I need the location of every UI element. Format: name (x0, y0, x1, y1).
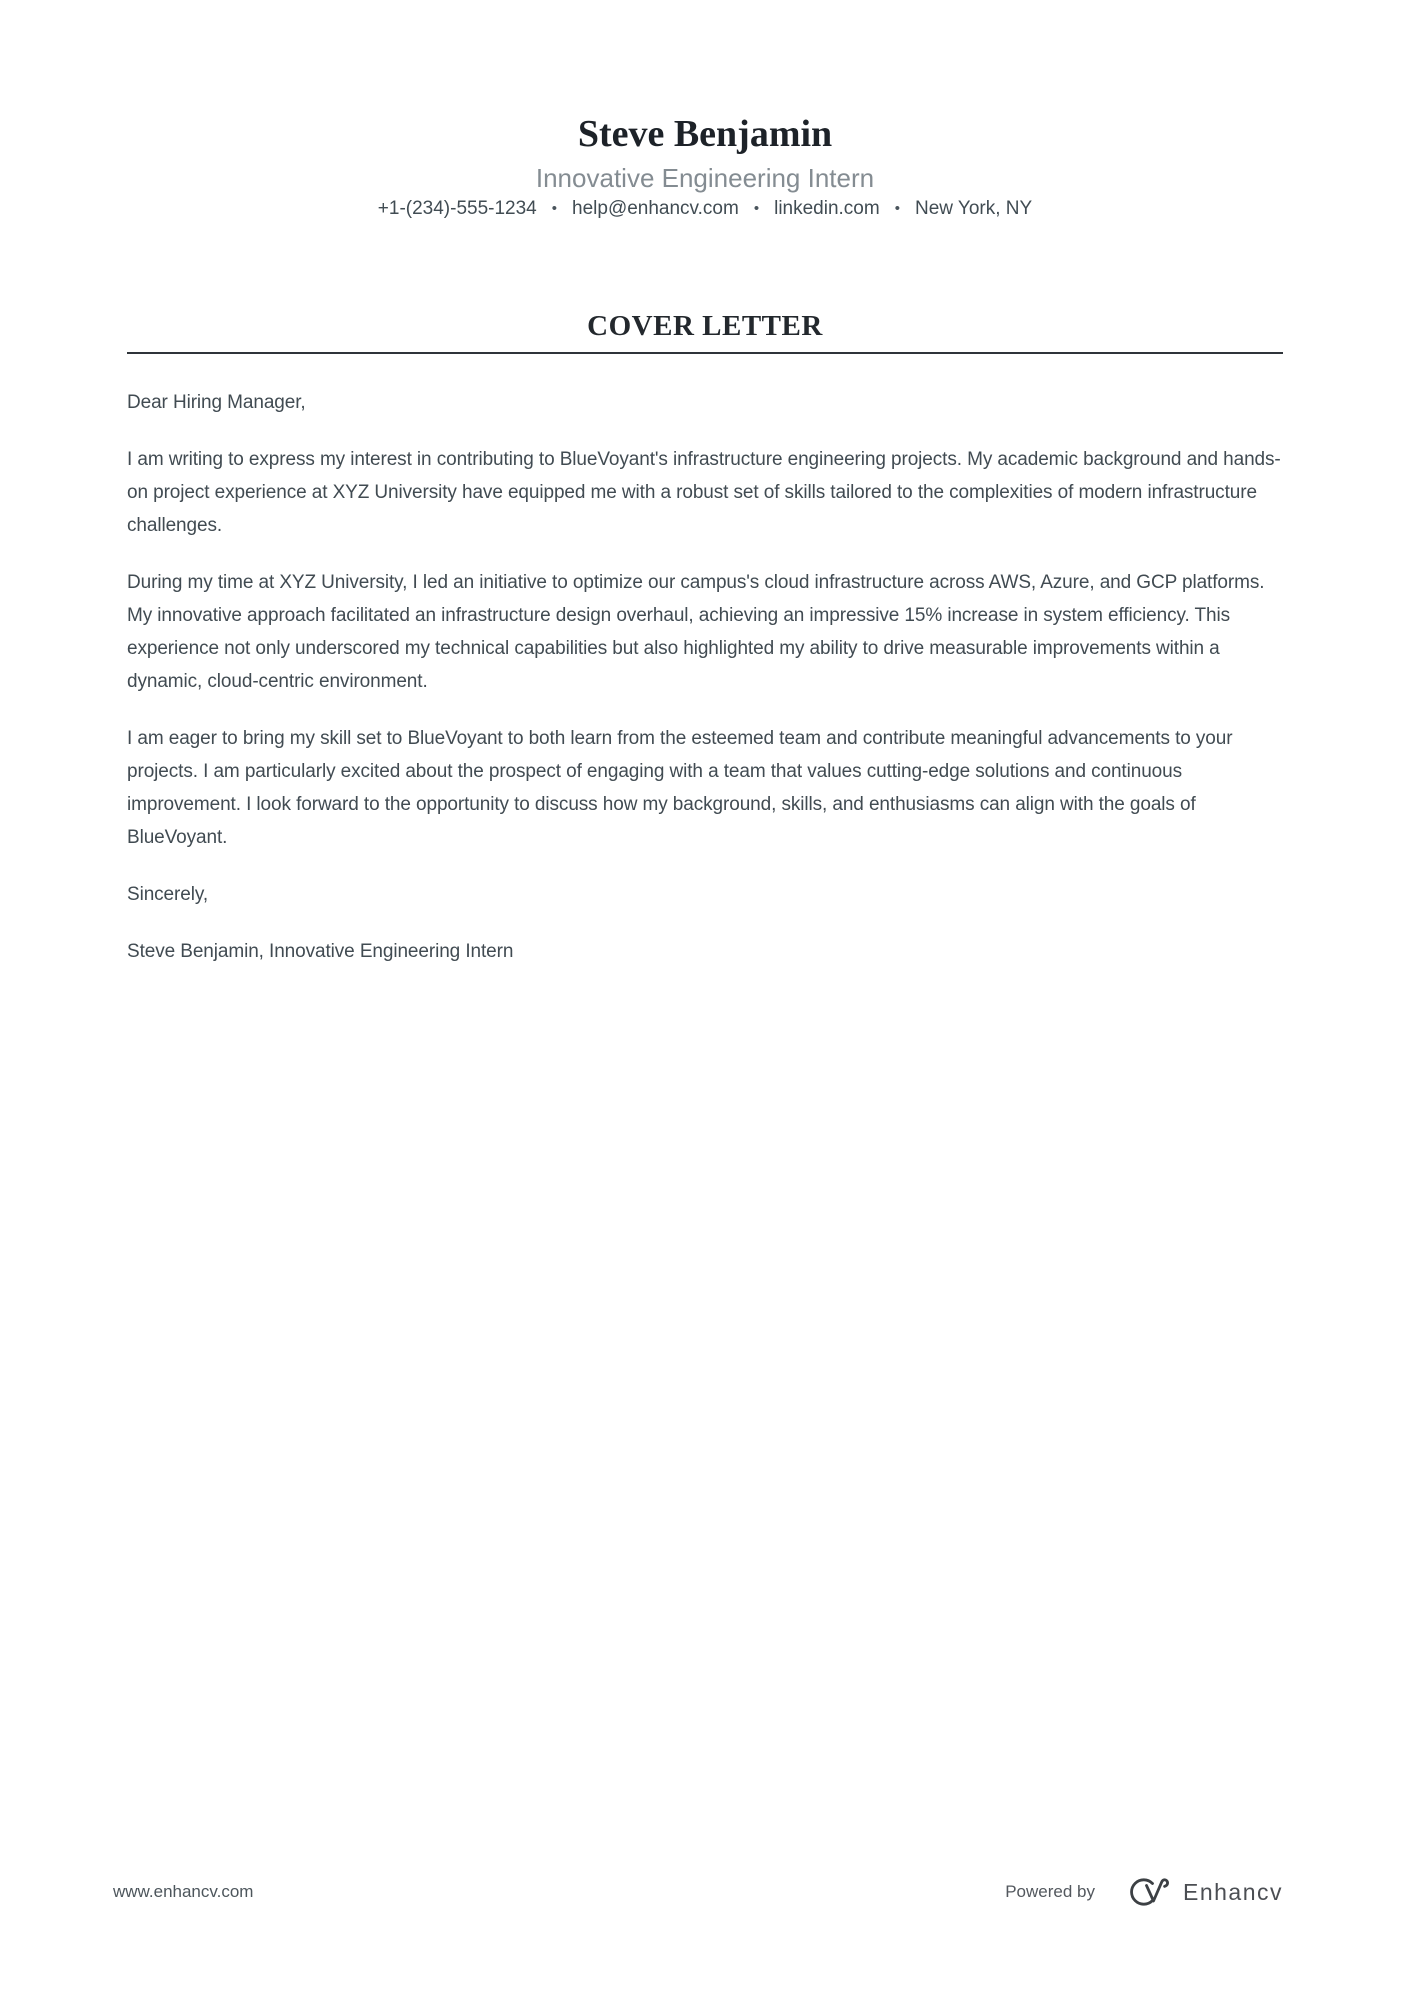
enhancv-logo-icon (1122, 1875, 1172, 1909)
candidate-title: Innovative Engineering Intern (535, 163, 875, 193)
phone-number: +1-(234)-555-1234 (377, 198, 537, 219)
powered-by-badge[interactable] (1005, 1875, 1283, 1909)
enhancv-brand-name: Enhancv (1182, 1878, 1283, 1905)
greeting-line: Dear Hiring Manager, (127, 392, 306, 413)
footer-website-link[interactable]: www.enhancv.com (113, 1882, 254, 1901)
candidate-name: Steve Benjamin (577, 113, 833, 155)
section-heading: COVER LETTER (587, 310, 823, 342)
linkedin-link[interactable]: linkedin.com (774, 198, 880, 219)
bullet-separator-icon: • (551, 200, 558, 217)
bullet-separator-icon: • (753, 200, 760, 217)
email-link[interactable]: help@enhancv.com (572, 198, 739, 219)
closing-line: Sincerely, (127, 884, 209, 905)
signature-line: Steve Benjamin, Innovative Engineering Intern (127, 941, 514, 962)
cover-letter-section (127, 308, 1283, 354)
bullet-separator-icon: • (894, 200, 900, 217)
contact-bar (127, 196, 1283, 222)
letter-paragraph: During my time at XYZ University, I led an initiative to optimize our campus's cloud infrastructure across AWS, Azure, and GCP platforms. My innovative approach facilitated an infrastructure design overhaul, achieving an impressive 15% increase in system efficiency. This experience not only underscored my technical capabilities but also highlighted my ability to drive measurable improvements within a dynamic, cloud-centric environment. (127, 572, 1265, 692)
letter-body (127, 386, 1283, 968)
letter-paragraph: I am writing to express my interest in contributing to BlueVoyant's infrastructure engineering projects. My academic background and hands-on project experience at XYZ University have equipped me with a robust set of skills tailored to the complexities of modern infrastructure challenges. (127, 449, 1281, 536)
letter-header (127, 112, 1283, 222)
enhancv-brand[interactable] (1122, 1875, 1283, 1909)
page-footer (0, 1875, 1410, 1909)
heading-divider (127, 352, 1283, 354)
location-text: New York, NY (914, 198, 1033, 219)
powered-by-label: Powered by (1005, 1882, 1095, 1901)
page-content (0, 0, 1410, 968)
letter-paragraph: I am eager to bring my skill set to BlueVoyant to both learn from the esteemed team and contribute meaningful advancements to your projects. I am particularly excited about the prospect of engaging with a team that values cutting-edge solutions and continuous improvement. I look forward to the opportunity to discuss how my background, skills, and enthusiasms can align with the goals of BlueVoyant. (127, 728, 1233, 848)
